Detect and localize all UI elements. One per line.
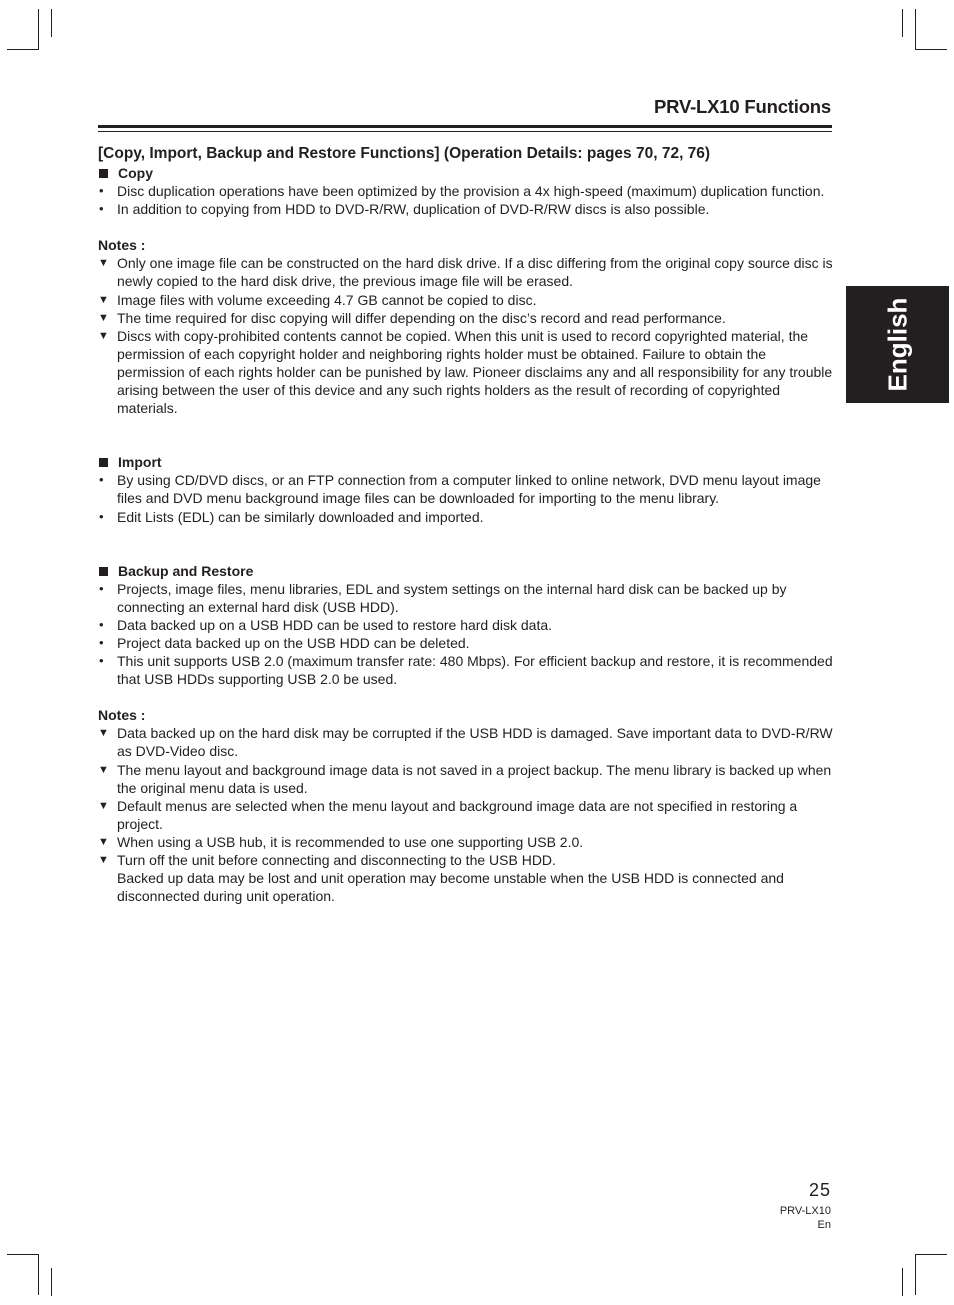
footer-model-code	[780, 1204, 831, 1232]
triangle-down-icon: ▼	[98, 293, 109, 306]
crop-mark	[902, 1268, 903, 1296]
bullet-icon: •	[99, 634, 104, 650]
list-item: ▼ Discs with copy-prohibited contents cannot be copied. When this unit is used to record copyrighted material, the permission of each copyright holder and neighboring rights holder must be obtained. Failure to obtain the permission of each rights holder can be punished by law. Pioneer disclaims any and all responsibility for any trouble arising between the user of this device and any such rights holders as the result of recording of copyrighted materials.	[98, 327, 833, 417]
list-item: • Edit Lists (EDL) can be similarly downloaded and imported.	[99, 508, 484, 525]
triangle-down-icon: ▼	[98, 763, 109, 776]
triangle-down-icon: ▼	[98, 854, 109, 866]
page-content	[98, 144, 833, 905]
header-rule-thin	[98, 131, 832, 132]
bullet-icon: •	[99, 616, 104, 632]
crop-mark	[915, 1254, 916, 1295]
bullet-icon: •	[99, 183, 104, 199]
triangle-down-icon: ▼	[98, 257, 109, 270]
import-heading	[98, 453, 833, 471]
list-item: • This unit supports USB 2.0 (maximum transfer rate: 480 Mbps). For efficient backup and restore, it is recommended that USB HDDs supporting USB 2.0 be used.	[99, 653, 833, 688]
crop-mark	[902, 9, 903, 37]
bullet-icon: •	[99, 653, 104, 669]
crop-mark	[915, 9, 916, 50]
crop-mark	[7, 49, 39, 50]
crop-mark	[915, 1254, 947, 1255]
copy-notes-list	[98, 254, 833, 417]
crop-mark	[38, 1254, 39, 1295]
list-item: • In addition to copying from HDD to DVD-R/RW, duplication of DVD-R/RW discs is also possible.	[99, 201, 710, 218]
crop-mark	[915, 49, 947, 50]
language-side-tab	[846, 286, 949, 403]
section-heading: [Copy, Import, Backup and Restore Functions] (Operation Details: pages 70, 72, 76)	[98, 145, 711, 162]
list-item: • By using CD/DVD discs, or an FTP connection from a computer linked to online network, DVD menu layout image files and DVD menu background image files can be downloaded for importing to the menu library.	[99, 472, 821, 507]
import-bullet-list	[98, 471, 833, 525]
footer-lang: En	[817, 1219, 831, 1231]
page-header-title: PRV-LX10 Functions	[654, 96, 831, 117]
list-item: • Disc duplication operations have been optimized by the provision a 4x high-speed (maximum) duplication function.	[99, 183, 825, 200]
square-bullet-icon	[99, 567, 108, 576]
triangle-down-icon: ▼	[98, 835, 109, 848]
list-item: ▼ Image files with volume exceeding 4.7 GB cannot be copied to disc.	[98, 291, 537, 308]
backup-bullet-list	[98, 580, 833, 689]
list-item: ▼ The menu layout and background image data is not saved in a project backup. The menu library is backed up when the original menu data is used.	[98, 761, 832, 796]
import-heading-label: Import	[118, 454, 162, 471]
list-item: ▼ Only one image file can be constructed on the hard disk drive. If a disc differing from the original copy source disc is newly copied to the hard disk drive, the previous image file will be erased.	[98, 255, 833, 290]
list-item: ▼ When using a USB hub, it is recommended to use one supporting USB 2.0.	[98, 833, 584, 850]
crop-mark	[7, 1254, 39, 1255]
bullet-icon: •	[99, 201, 104, 217]
bullet-icon: •	[99, 508, 104, 524]
crop-mark	[38, 9, 39, 50]
square-bullet-icon	[99, 169, 108, 178]
list-item: ▼ Default menus are selected when the menu layout and background image data are not specified in restoring a project.	[98, 797, 798, 832]
triangle-down-icon: ▼	[98, 311, 109, 324]
list-item: ▼ The time required for disc copying will differ depending on the disc’s record and read performance.	[98, 309, 726, 326]
copy-heading-label: Copy	[118, 165, 153, 181]
copy-bullet-list	[98, 182, 833, 218]
triangle-down-icon: ▼	[98, 799, 109, 812]
list-item: ▼ Turn off the unit before connecting and disconnecting to the USB HDD.	[98, 852, 556, 868]
copy-notes-label: Notes :	[98, 237, 146, 254]
crop-mark	[51, 1268, 52, 1296]
square-bullet-icon	[99, 458, 108, 467]
header-rule-thick	[98, 125, 832, 128]
backup-notes-label: Notes :	[98, 707, 146, 724]
footer-model: PRV-LX10	[779, 1205, 831, 1217]
list-item: • Projects, image files, menu libraries, EDL and system settings on the internal hard disk can be backed up by connecting an external hard disk (USB HDD).	[99, 580, 787, 615]
backup-heading-label: Backup and Restore	[118, 562, 254, 579]
bullet-icon: •	[99, 580, 104, 596]
triangle-down-icon: ▼	[98, 329, 109, 342]
backup-notes-list	[98, 724, 833, 905]
crop-mark	[51, 9, 52, 37]
list-item: • Data backed up on a USB HDD can be used to restore hard disk data.	[99, 616, 553, 633]
bullet-icon: •	[99, 472, 104, 488]
list-item: • Project data backed up on the USB HDD can be deleted.	[99, 634, 470, 651]
list-item: ▼ Data backed up on the hard disk may be corrupted if the USB HDD is damaged. Save important data to DVD-R/RW as DVD-Video disc.	[98, 725, 833, 760]
language-side-tab-label: English	[882, 297, 912, 392]
page-number: 25	[808, 1180, 831, 1200]
triangle-down-icon: ▼	[98, 727, 109, 740]
list-item-continuation: Backed up data may be lost and unit operation may become unstable when the USB HDD is connected and disconnected during unit operation.	[117, 870, 784, 905]
backup-heading	[98, 562, 833, 580]
copy-heading	[98, 164, 833, 182]
